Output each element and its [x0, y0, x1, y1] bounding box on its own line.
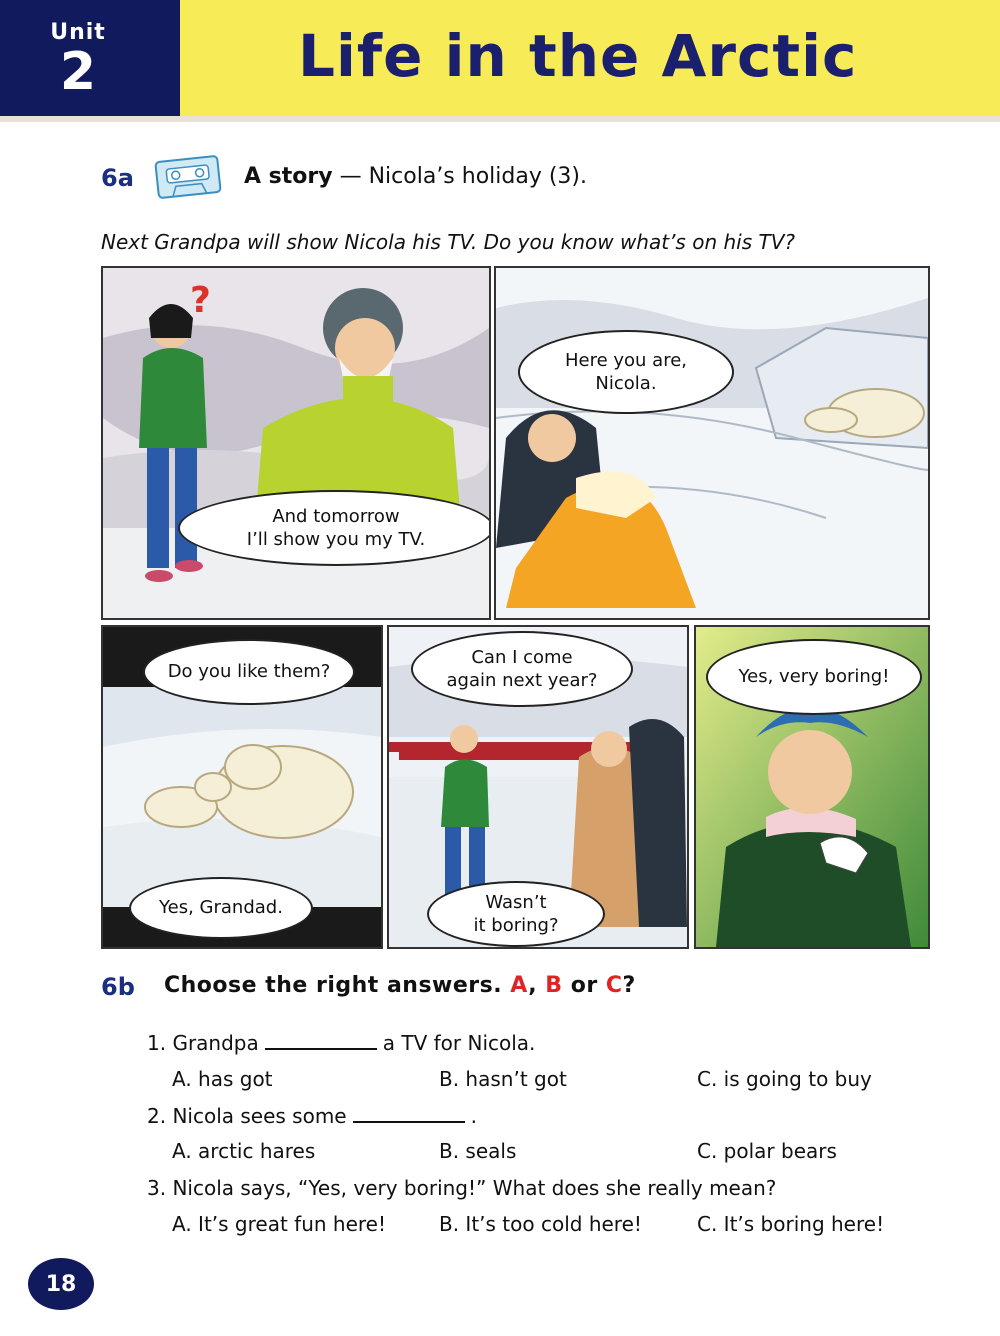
q3-option-b[interactable]: B. It’s too cold here!	[439, 1212, 642, 1236]
panel-1-speech-bubble: And tomorrow I’ll show you my TV.	[178, 490, 491, 566]
q2-option-c[interactable]: C. polar bears	[697, 1139, 837, 1163]
comic-panel-3	[101, 625, 383, 949]
panel-4-speech-bubble-top: Can I come again next year?	[411, 631, 633, 707]
option-letter-c: C	[605, 973, 623, 998]
answer-blank-2[interactable]	[353, 1103, 465, 1123]
question-2	[147, 1103, 477, 1128]
q3-option-a[interactable]: A. It’s great fun here!	[172, 1212, 386, 1236]
option-letter-a: A	[510, 973, 529, 998]
panel-5-speech-bubble: Yes, very boring!	[706, 639, 922, 715]
panel-3-speech-bubble-bottom: Yes, Grandad.	[129, 877, 313, 939]
or-word: or	[570, 973, 598, 998]
instruction-text: Choose the right answers.	[164, 973, 503, 998]
panel-2-speech-bubble: Here you are, Nicola.	[518, 330, 734, 414]
intro-question: Next Grandpa will show Nicola his TV. Do you know what’s on his TV?	[101, 230, 796, 254]
panel-4-speech-bubble-bottom: Wasn’t it boring?	[427, 881, 605, 947]
q1-option-c[interactable]: C. is going to buy	[697, 1067, 872, 1091]
page-title: Life in the Arctic	[298, 22, 858, 90]
header-divider	[0, 116, 1000, 122]
story-heading-bold: A story	[244, 164, 333, 189]
q2-option-a[interactable]: A. arctic hares	[172, 1139, 316, 1163]
question-1-start: 1. Grandpa	[147, 1031, 259, 1055]
title-bar	[180, 0, 1000, 116]
comic-panel-5	[694, 625, 930, 949]
exercise-6b-number: 6b	[101, 973, 135, 1001]
unit-number: 2	[59, 42, 97, 102]
story-heading	[244, 164, 587, 189]
panel-3-speech-bubble-top: Do you like them?	[143, 639, 355, 705]
q1-option-a[interactable]: A. has got	[172, 1067, 273, 1091]
question-2-start: 2. Nicola sees some	[147, 1104, 347, 1128]
question-2-end: .	[470, 1104, 477, 1128]
q1-option-b[interactable]: B. hasn’t got	[439, 1067, 567, 1091]
question-1-end: a TV for Nicola.	[382, 1031, 536, 1055]
unit-label: Unit	[50, 20, 106, 45]
option-letter-b: B	[545, 973, 563, 998]
page-number: 18	[28, 1258, 94, 1310]
question-mark: ?	[190, 280, 211, 321]
q3-option-c[interactable]: C. It’s boring here!	[697, 1212, 885, 1236]
panel-2-illustration	[496, 268, 928, 618]
comic-panel-1	[101, 266, 491, 620]
q2-option-b[interactable]: B. seals	[439, 1139, 517, 1163]
story-heading-rest: — Nicola’s holiday (3).	[332, 164, 588, 189]
exercise-6b-instruction: Choose the right answers. A, B or C?	[164, 973, 636, 998]
cassette-icon	[153, 154, 223, 201]
comic-panel-4	[387, 625, 689, 949]
answer-blank-1[interactable]	[265, 1030, 377, 1050]
panel-1-illustration	[103, 268, 489, 618]
unit-badge	[0, 0, 180, 116]
exercise-6a-number: 6a	[101, 164, 134, 192]
question-3: 3. Nicola says, “Yes, very boring!” What does she really mean?	[147, 1176, 777, 1200]
question-1	[147, 1030, 535, 1055]
comic-panel-2	[494, 266, 930, 620]
